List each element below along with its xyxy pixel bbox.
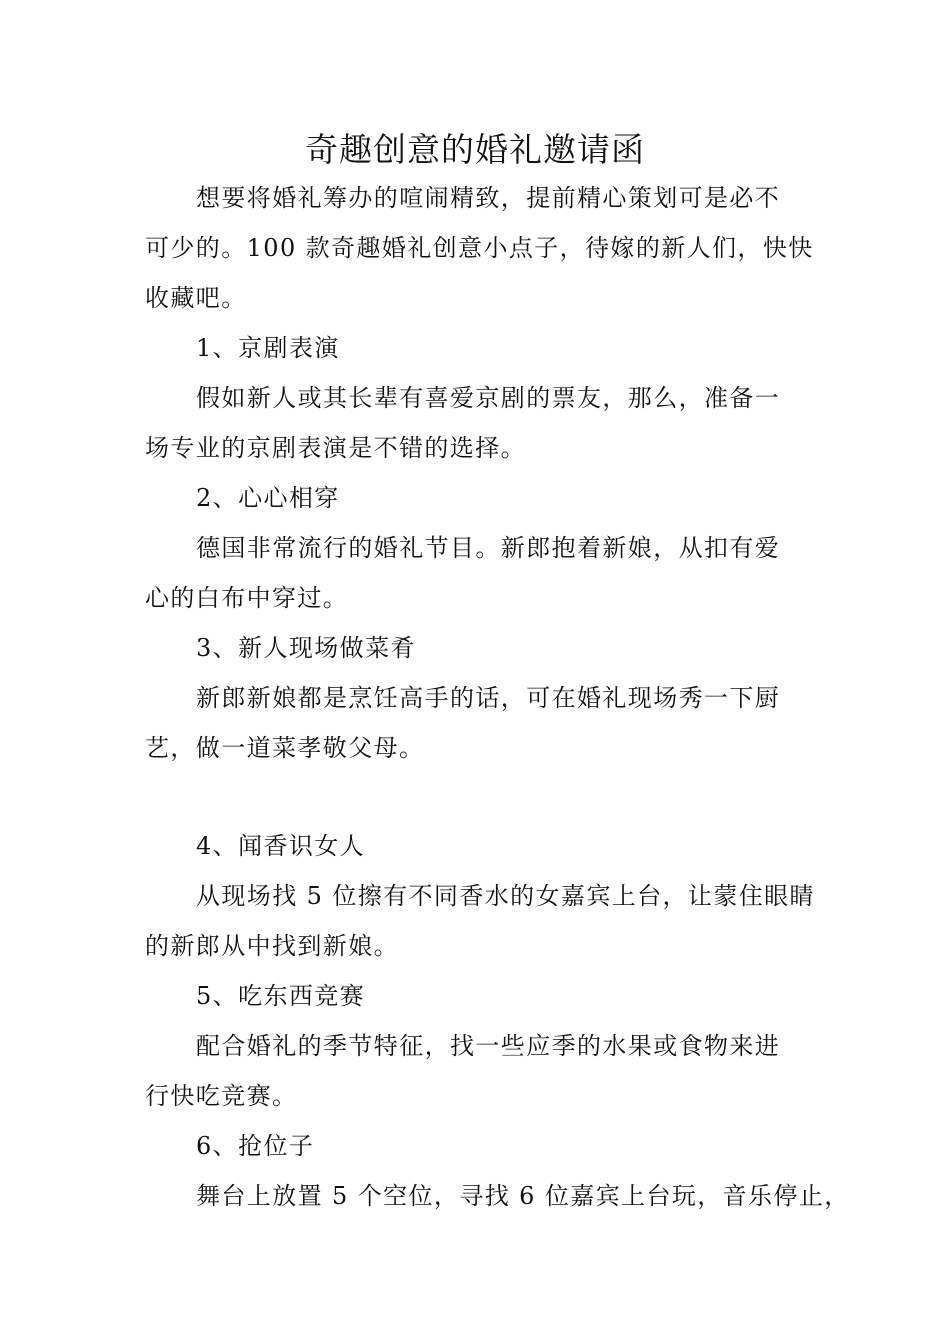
item-4-text-line-2: 的新郎从中找到新娘。 (145, 932, 399, 960)
item-heading-1: 1、京剧表演 (196, 334, 340, 362)
item-heading-4: 4、闻香识女人 (196, 832, 366, 860)
item-6-text-line-1: 舞台上放置 5 个空位，寻找 6 位嘉宾上台玩，音乐停止， (196, 1182, 850, 1210)
item-3-text-line-2: 艺，做一道菜孝敬父母。 (145, 734, 425, 762)
item-heading-2: 2、心心相穿 (196, 484, 340, 512)
item-3-text-line-1: 新郎新娘都是烹饪高手的话，可在婚礼现场秀一下厨 (196, 684, 781, 712)
item-2-text-line-1: 德国非常流行的婚礼节目。新郎抱着新娘，从扣有爱 (196, 534, 781, 562)
item-5-text-line-2: 行快吃竞赛。 (145, 1082, 298, 1110)
item-heading-3: 3、新人现场做菜肴 (196, 634, 416, 662)
document-title: 奇趣创意的婚礼邀请函 (305, 130, 645, 169)
intro-paragraph-line-3: 收藏吧。 (145, 284, 247, 312)
item-1-text-line-2: 场专业的京剧表演是不错的选择。 (145, 434, 526, 462)
item-2-text-line-2: 心的白布中穿过。 (145, 584, 349, 612)
intro-paragraph-line-2: 可少的。100 款奇趣婚礼创意小点子，待嫁的新人们，快快 (145, 234, 814, 262)
item-1-text-line-1: 假如新人或其长辈有喜爱京剧的票友，那么，准备一 (196, 384, 781, 412)
item-4-text-line-1: 从现场找 5 位擦有不同香水的女嘉宾上台，让蒙住眼睛 (196, 882, 815, 910)
item-5-text-line-1: 配合婚礼的季节特征，找一些应季的水果或食物来进 (196, 1032, 781, 1060)
item-heading-6: 6、抢位子 (196, 1132, 315, 1160)
intro-paragraph-line-1: 想要将婚礼筹办的喧闹精致，提前精心策划可是必不 (196, 184, 781, 212)
item-heading-5: 5、吃东西竞赛 (196, 982, 366, 1010)
